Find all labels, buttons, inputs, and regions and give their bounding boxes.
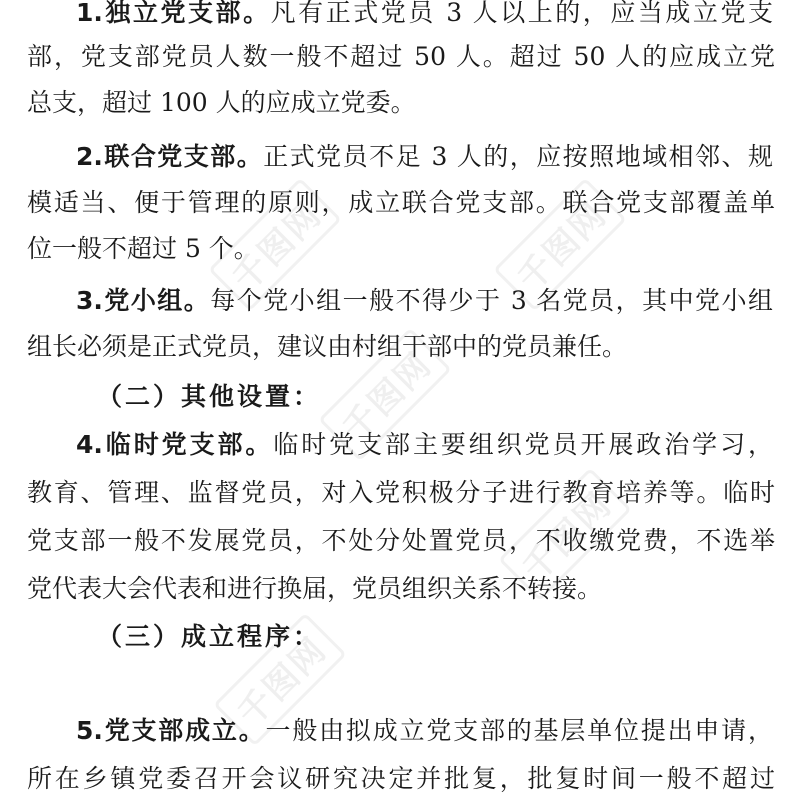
paragraph-5-line-2: 所在乡镇党委召开会议研究决定并批复，批复时间一般不超过 [27, 764, 775, 793]
paragraph-4-text: 临时党支部主要组织党员开展政治学习， [273, 430, 773, 459]
paragraph-1-line-3: 总支，超过 100 人的应成立党委。 [27, 88, 416, 117]
paragraph-5-lead: 5.党支部成立。 [76, 716, 266, 745]
watermark: 千图网 [213, 613, 347, 747]
paragraph-5-line-1 [0, 706, 773, 756]
paragraph-3-line-1 [0, 276, 773, 326]
watermark: 千图网 [208, 178, 342, 312]
paragraph-5-text: 一般由拟成立党支部的基层单位提出申请， [265, 716, 773, 745]
paragraph-4-line-1 [0, 420, 773, 470]
paragraph-2-lead: 2.联合党支部。 [76, 142, 264, 171]
paragraph-3-line-2: 组长必须是正式党员，建议由村组干部中的党员兼任。 [27, 332, 628, 361]
paragraph-2-line-3: 位一般不超过 5 个。 [27, 234, 259, 263]
paragraph-4-line-3: 党支部一般不发展党员，不处分处置党员，不收缴党费，不选举 [27, 526, 775, 555]
paragraph-2-line-2: 模适当、便于管理的原则，成立联合党支部。联合党支部覆盖单 [27, 188, 775, 217]
watermark: 千图网 [318, 328, 452, 462]
watermark: 千图网 [498, 468, 632, 602]
section-heading-2: （二）其他设置： [97, 382, 322, 411]
section-heading-3: （三）成立程序： [97, 622, 322, 651]
paragraph-1-lead: 1.独立党支部。 [76, 0, 271, 27]
watermark: 千图网 [493, 178, 627, 312]
paragraph-1-line-2: 部，党支部党员人数一般不超过 50 人。超过 50 人的应成立党 [27, 42, 775, 71]
paragraph-4-line-2: 教育、管理、监督党员，对入党积极分子进行教育培养等。临时 [27, 478, 775, 507]
paragraph-4-lead: 4.临时党支部。 [76, 430, 274, 459]
paragraph-4-line-4: 党代表大会代表和进行换届，党员组织关系不转接。 [27, 574, 603, 603]
paragraph-1-text: 凡有正式党员 3 人以上的，应当成立党支 [270, 0, 773, 27]
paragraph-3-lead: 3.党小组。 [76, 286, 211, 315]
paragraph-3-text: 每个党小组一般不得少于 3 名党员，其中党小组 [210, 286, 773, 315]
paragraph-2-text: 正式党员不足 3 人的，应按照地域相邻、规 [263, 142, 773, 171]
paragraph-2-line-1 [0, 132, 773, 182]
